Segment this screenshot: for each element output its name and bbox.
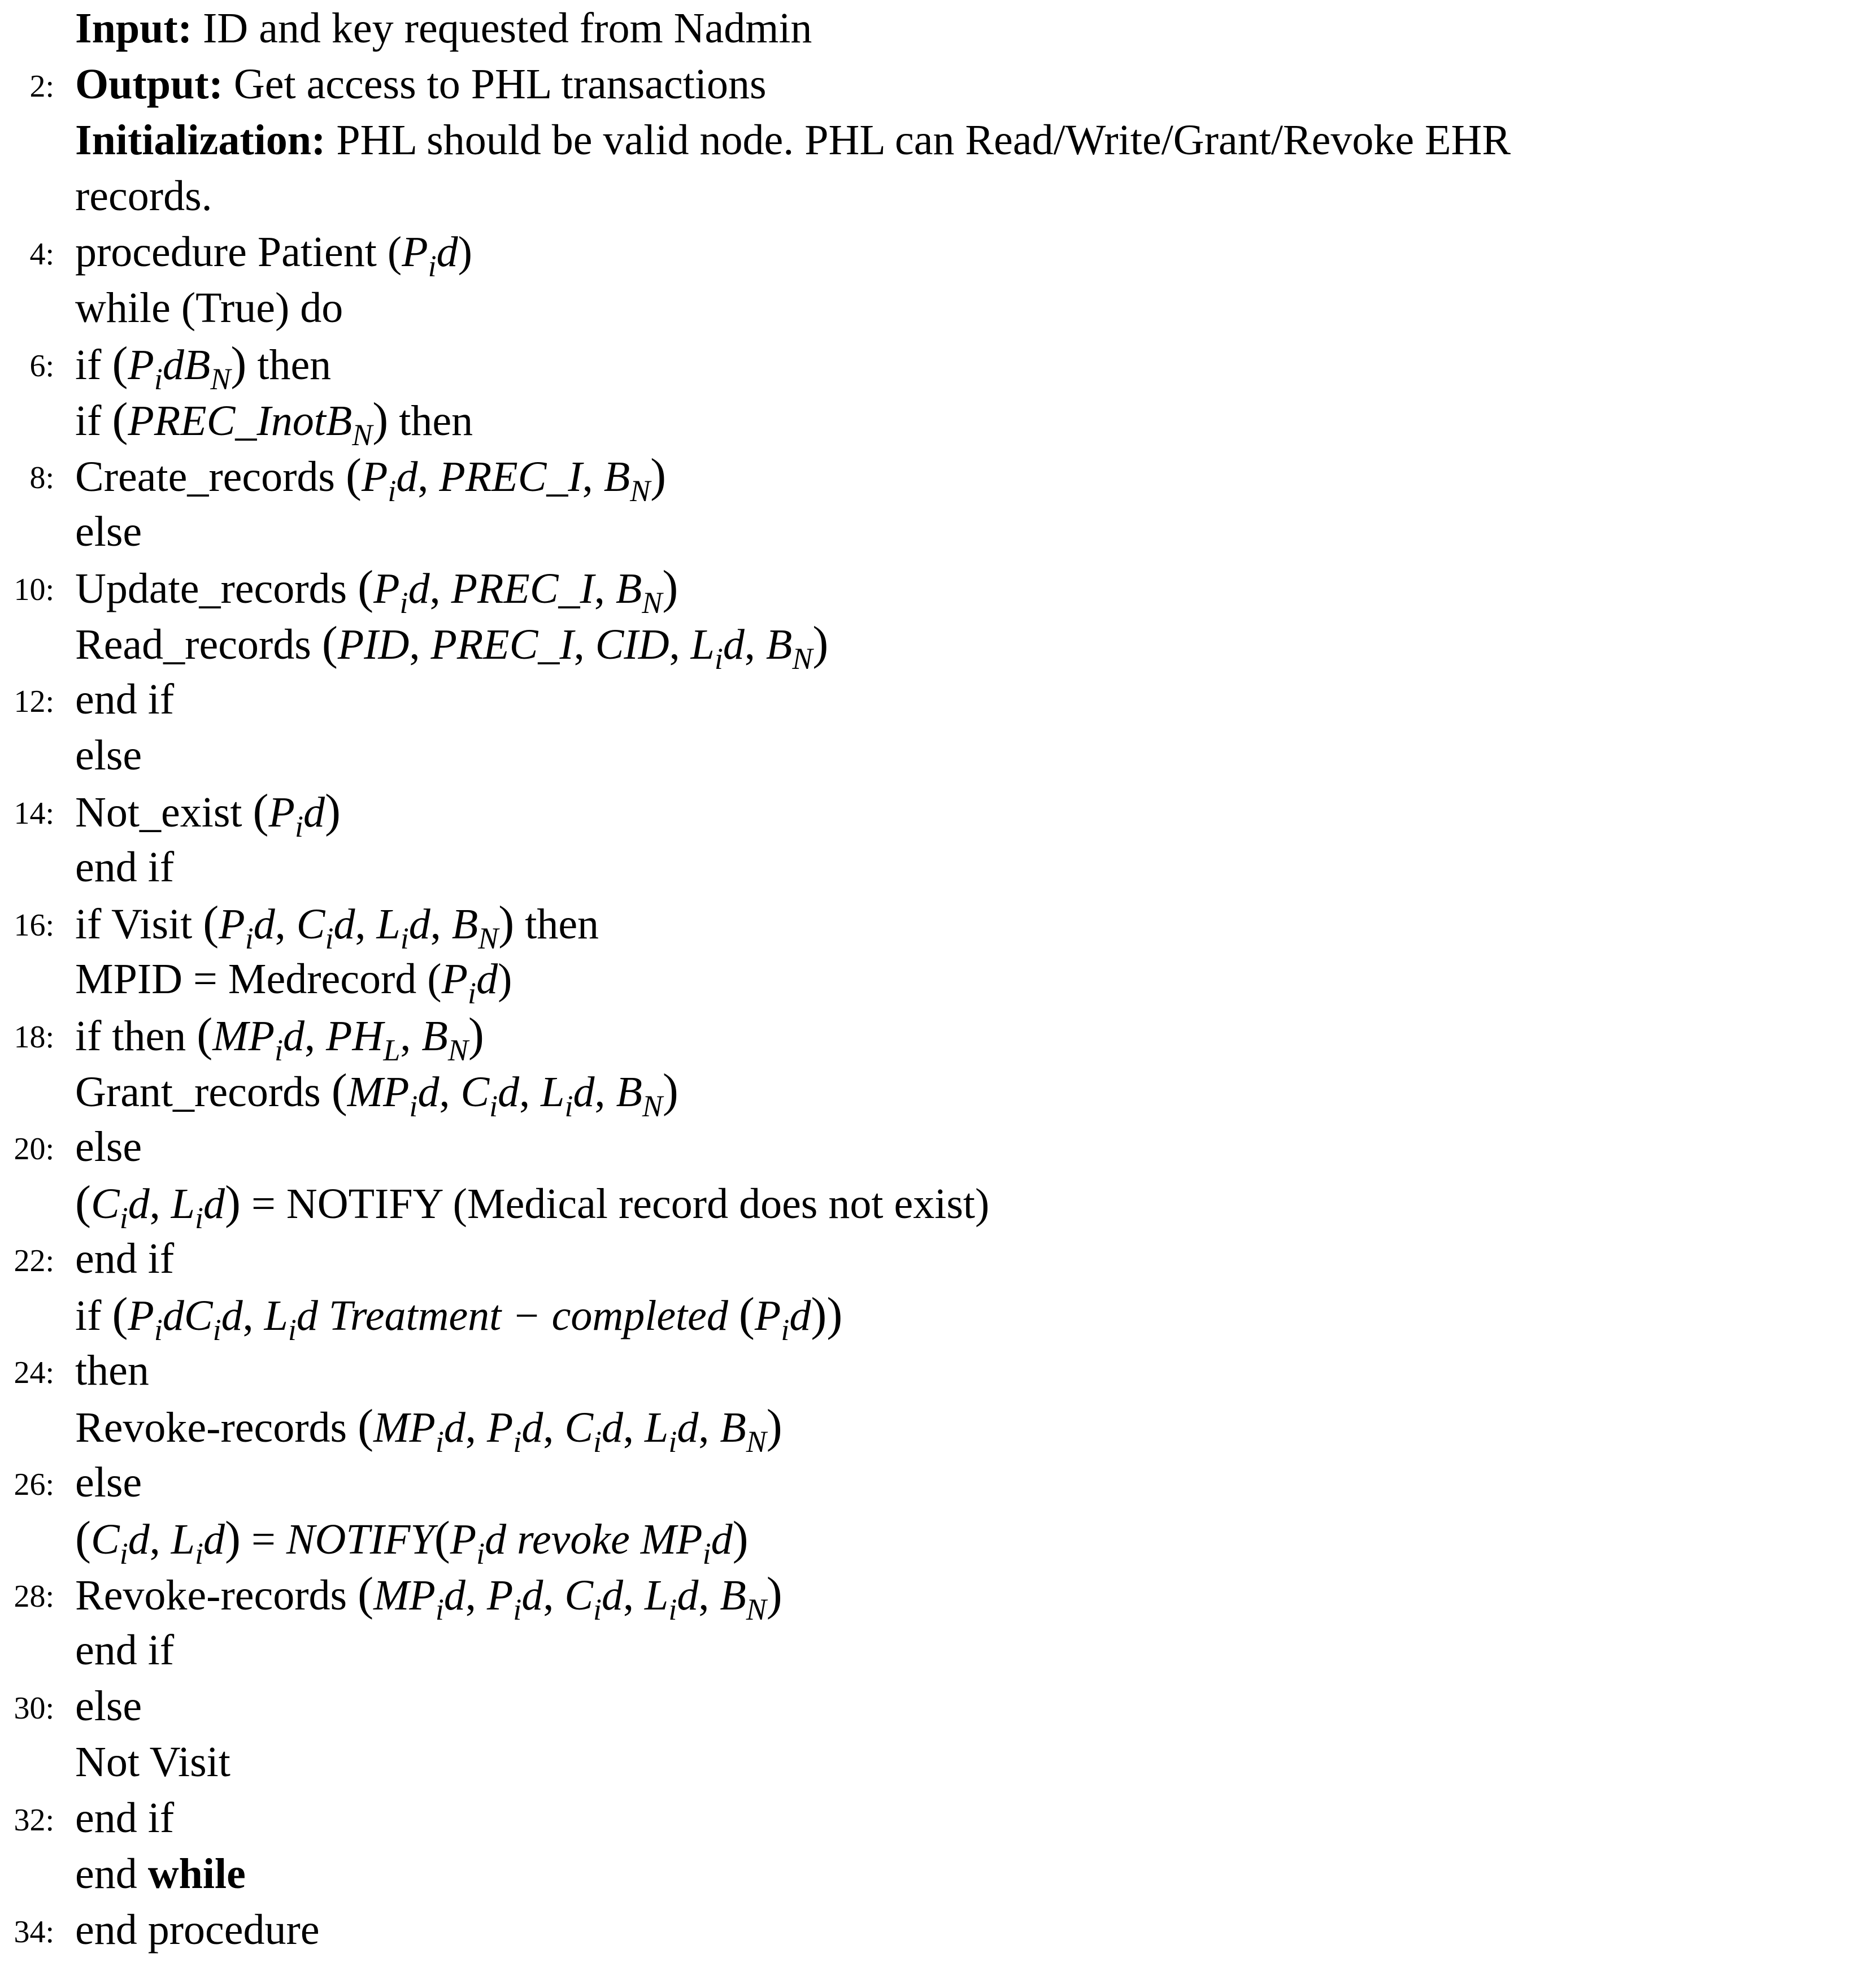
algorithm-line: while (True) do [75,284,343,332]
algorithm-line: 12: end if [0,671,1849,728]
algorithm-line-output [0,56,1849,112]
algorithm-line: 30: else [0,1678,1849,1734]
line-number: 26: [14,1467,54,1502]
line-number: 22: [14,1243,54,1278]
line-number: 30: [14,1691,54,1726]
algorithm-line: end if [75,843,175,891]
algorithm-line: 8: Create_records ($P_id$, PREC_I, $B_N$) [0,447,1849,504]
output-text: Get access to PHL transactions [223,60,767,108]
initialization-label: Initialization: [75,116,326,164]
line-number: 34: [14,1915,54,1950]
line-number: 8: [29,460,54,495]
algorithm-line: 26: else [0,1454,1849,1511]
input-text: ID and key requested from Nadmin [192,5,812,52]
algorithm-line-initialization [0,112,1849,168]
algorithm-line: 28: Revoke-records ($MP_id$, $P_id$, $C_id$, $L_id$, $B_N$) [0,1566,1849,1622]
initialization-text: PHL should be valid node. PHL can Read/Write/Grant/Revoke EHR [325,116,1511,164]
algorithm-line: Revoke-records ($MP_id$, $P_id$, $C_id$, $L_id$, $B_N$) [75,1400,782,1459]
algorithm-line: 34: end procedure [0,1902,1849,1958]
line-number: 16: [14,908,54,943]
algorithm-line: Read_records (PID, PREC_I, CID, $L_id$, $B_N$) [75,617,829,676]
algorithm-line: end if [75,1626,175,1674]
line-number: 28: [14,1579,54,1614]
algorithm-line: 10: Update_records ($P_id$, PREC_I, $B_N$) [0,559,1849,616]
line-number: 4: [29,237,54,272]
algorithm-line: 32: end if [0,1790,1849,1846]
line-number: 14: [14,796,54,831]
algorithm-line: else [75,508,142,555]
line-number: 18: [14,1020,54,1055]
line-number: 10: [14,572,54,607]
algorithm-line: if (PREC_InotB$_N$) then [75,393,473,452]
algorithm-line: Not Visit [75,1738,230,1786]
algorithm-line: 18: if then ($MP_id$, $PH_L$, $B_N$) [0,1007,1849,1063]
line-number: 32: [14,1803,54,1838]
algorithm-line: 20: else [0,1119,1849,1175]
algorithm-line: ($C_id$, $L_id$) = $NOTIFY(P_id$ revoke $MP_id$) [75,1512,749,1571]
algorithm-line: 22: end if [0,1230,1849,1287]
algorithm-line: 14: Not_exist $(P_id)$ [0,783,1849,839]
algorithm-line: MPID = Medrecord $(P_id)$ [75,955,512,1010]
algorithm-line: 16: if Visit ($P_id$, $C_id$, $L_id$, $B_N$) then [0,895,1849,951]
line-number: 2: [29,69,54,104]
line-number: 24: [14,1355,54,1390]
input-label: Input: [75,5,192,52]
algorithm-line: ($C_id$, $L_id$) = NOTIFY (Medical record does not exist) [75,1176,990,1235]
line-number: 20: [14,1132,54,1167]
algorithm-line-input [0,0,1849,56]
line-number: 12: [14,684,54,719]
algorithm-line: end while [75,1850,246,1898]
initialization-continuation: records. [75,172,212,220]
output-label: Output: [75,60,223,108]
algorithm-line: else [75,732,142,779]
line-number: 6: [29,349,54,384]
algorithm-line: if ($P_idC_id$, $L_id$ Treatment − completed $(P_id)$) [75,1288,843,1347]
algorithm-line: 6: if $(P_idB_N)$ then [0,336,1849,392]
algorithm-line: 4: procedure Patient $(P_id)$ [0,224,1849,280]
algorithm-line-initialization-cont [0,168,1849,224]
algorithm-line: 24: then [0,1342,1849,1399]
algorithm-line: Grant_records ($MP_id$, $C_id$, $L_id$, $B_N$) [75,1064,678,1123]
